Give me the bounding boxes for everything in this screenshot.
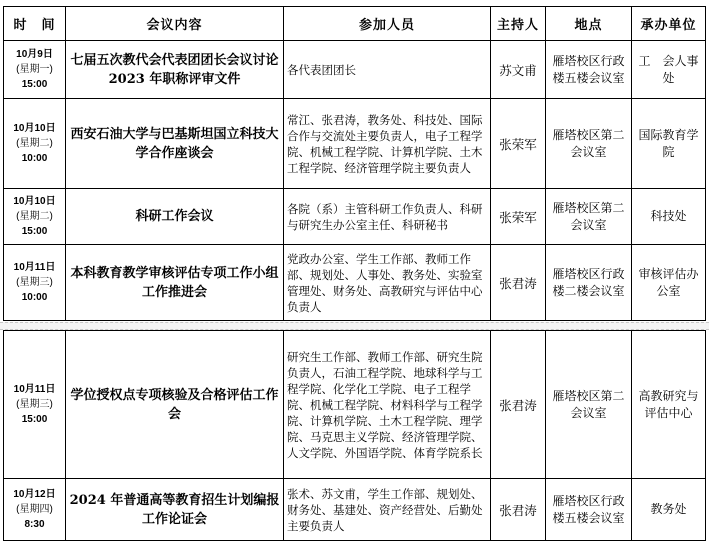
time: 15:00 — [21, 226, 48, 237]
weekday: (星期四) — [16, 504, 53, 515]
meeting-content: 2024 年普通高等教育招生计划编报工作论证会 — [66, 479, 284, 541]
location: 雁塔校区行政楼二楼会议室 — [546, 245, 632, 321]
weekday: (星期一) — [16, 64, 53, 75]
host: 张荣军 — [491, 189, 546, 245]
table-row — [4, 479, 706, 541]
date: 10月12日 — [13, 489, 56, 500]
page-break — [0, 322, 709, 330]
date: 10月10日 — [13, 123, 56, 134]
host: 张君涛 — [491, 479, 546, 541]
date-cell — [4, 99, 66, 189]
time: 8:30 — [24, 519, 45, 530]
meeting-content: 科研工作会议 — [66, 189, 284, 245]
header-location: 地点 — [546, 7, 632, 41]
time: 10:00 — [21, 292, 48, 303]
meeting-content: 七届五次教代会代表团团长会议讨论 2023 年职称评审文件 — [66, 41, 284, 99]
organizer: 教务处 — [632, 479, 706, 541]
date: 10月11日 — [13, 384, 56, 395]
host: 张荣军 — [491, 99, 546, 189]
location: 雁塔校区行政楼五楼会议室 — [546, 41, 632, 99]
header-content: 会议内容 — [66, 7, 284, 41]
meeting-content: 西安石油大学与巴基斯坦国立科技大学合作座谈会 — [66, 99, 284, 189]
attendees: 常江、张君涛，教务处、科技处、国际合作与交流处主要负责人，电子工程学院、机械工程学院、计算机学院、土木工程学院、经济管理学院主要负责人 — [284, 99, 491, 189]
date: 10月10日 — [13, 196, 56, 207]
date-cell — [4, 189, 66, 245]
date-cell — [4, 245, 66, 321]
meeting-schedule-table-bottom — [3, 330, 706, 541]
header-time: 时 间 — [4, 7, 66, 41]
location: 雁塔校区第二会议室 — [546, 189, 632, 245]
host: 张君涛 — [491, 245, 546, 321]
host: 张君涛 — [491, 331, 546, 479]
attendees: 张术、苏文甫，学生工作部、规划处、财务处、基建处、资产经营处、后勤处主要负责人 — [284, 479, 491, 541]
attendees: 各代表团团长 — [284, 41, 491, 99]
meeting-content: 本科教育教学审核评估专项工作小组工作推进会 — [66, 245, 284, 321]
organizer: 高教研究与评估中心 — [632, 331, 706, 479]
table-row — [4, 245, 706, 321]
date-cell — [4, 41, 66, 99]
date-cell — [4, 479, 66, 541]
attendees: 研究生工作部、教师工作部、研究生院负责人，石油工程学院、地球科学与工程学院、化学化工学院、电子工程学院、机械工程学院、材料科学与工程学院、计算机学院、土木工程学院、理学院、马克思主义学院、经济管理学院、人文学院、外国语学院、体育学院系长 — [284, 331, 491, 479]
time: 15:00 — [21, 414, 48, 425]
location: 雁塔校区第二会议室 — [546, 331, 632, 479]
attendees: 各院（系）主管科研工作负责人、科研与研究生办公室主任、科研秘书 — [284, 189, 491, 245]
organizer: 科技处 — [632, 189, 706, 245]
table-row — [4, 99, 706, 189]
header-organizer: 承办单位 — [632, 7, 706, 41]
location: 雁塔校区第二会议室 — [546, 99, 632, 189]
date: 10月9日 — [16, 49, 53, 60]
weekday: (星期二) — [16, 138, 53, 149]
organizer: 审核评估办公室 — [632, 245, 706, 321]
time: 10:00 — [21, 153, 48, 164]
table-row — [4, 189, 706, 245]
host: 苏文甫 — [491, 41, 546, 99]
location: 雁塔校区行政楼五楼会议室 — [546, 479, 632, 541]
header-host: 主持人 — [491, 7, 546, 41]
table-header-row — [4, 7, 706, 41]
meeting-content: 学位授权点专项核验及合格评估工作会 — [66, 331, 284, 479]
header-attendees: 参加人员 — [284, 7, 491, 41]
time: 15:00 — [21, 79, 48, 90]
table-row — [4, 41, 706, 99]
date-cell — [4, 331, 66, 479]
weekday: (星期三) — [16, 399, 53, 410]
weekday: (星期二) — [16, 211, 53, 222]
meeting-schedule-table-top — [3, 6, 706, 321]
date: 10月11日 — [13, 262, 56, 273]
attendees: 党政办公室、学生工作部、教师工作部、规划处、人事处、教务处、实验室管理处、财务处、高教研究与评估中心负责人 — [284, 245, 491, 321]
table-row — [4, 331, 706, 479]
organizer: 国际教育学院 — [632, 99, 706, 189]
weekday: (星期三) — [16, 277, 53, 288]
organizer: 工 会人事处 — [632, 41, 706, 99]
